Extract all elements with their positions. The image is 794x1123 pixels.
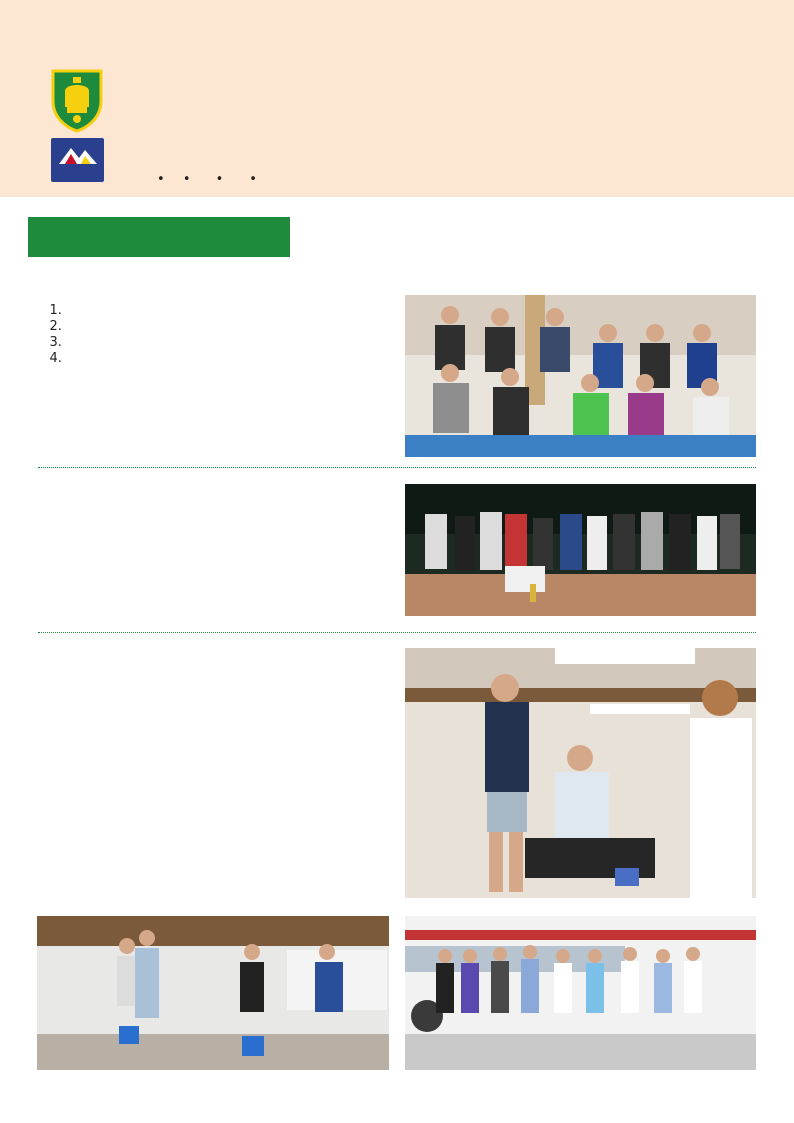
article-separator bbox=[38, 632, 756, 633]
section-pattern-band bbox=[297, 217, 756, 257]
ranking-item bbox=[66, 303, 390, 319]
photo-tennis-group bbox=[405, 484, 756, 616]
top-pattern-band bbox=[0, 0, 794, 66]
masthead bbox=[0, 0, 794, 197]
photo-table-tennis-players bbox=[405, 295, 756, 457]
municipality-crest-icon bbox=[49, 67, 105, 133]
photo-blood-donation-nurse bbox=[405, 648, 756, 898]
ranking-item bbox=[66, 335, 390, 351]
article-body-varash-open bbox=[38, 516, 390, 523]
issue-meta-line: • • • • bbox=[157, 172, 257, 187]
ranking-item bbox=[66, 319, 390, 335]
ranking-list bbox=[66, 303, 390, 367]
photo-donation-room bbox=[37, 916, 389, 1070]
article-separator bbox=[38, 467, 756, 468]
slovenija-30-badge bbox=[51, 138, 104, 182]
section-header bbox=[28, 217, 290, 257]
ranking-item bbox=[66, 351, 390, 367]
article-body-table-tennis bbox=[38, 296, 390, 367]
footer-logo bbox=[37, 1075, 137, 1123]
article-body-blood-donation bbox=[38, 680, 390, 687]
photo-ukc-bus-group bbox=[405, 916, 756, 1070]
